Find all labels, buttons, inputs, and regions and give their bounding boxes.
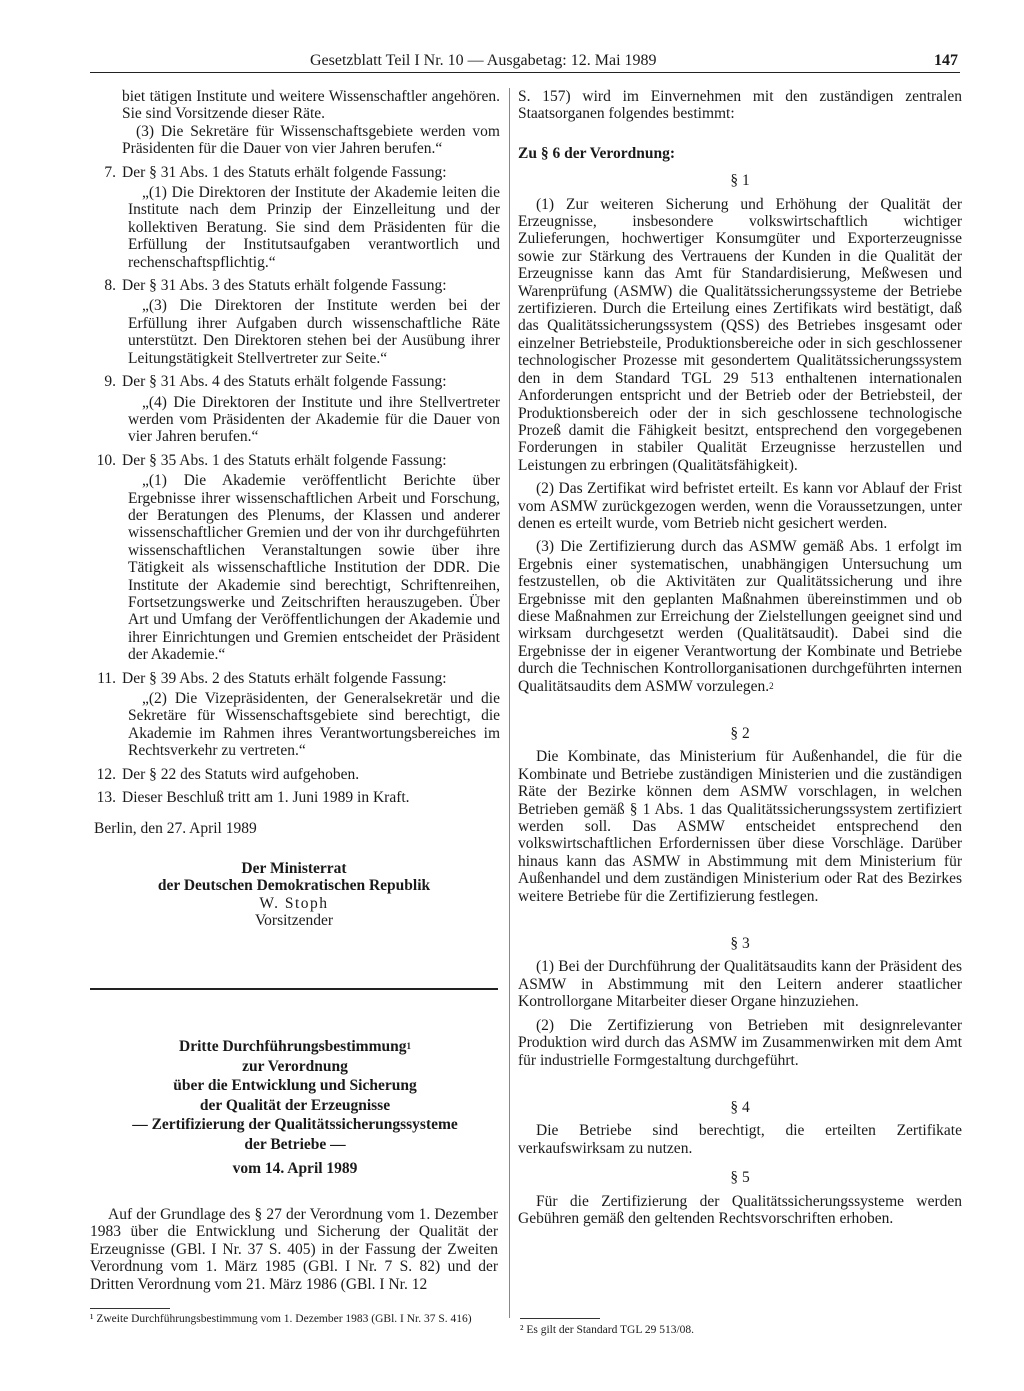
footnote-1: ¹ Zweite Durchführungsbestimmung vom 1. Dezember 1983 (GBl. I Nr. 37 S. 416)	[90, 1313, 472, 1325]
signature-org-line-1: Der Ministerrat	[241, 859, 347, 877]
item-intro: Der § 22 des Statuts wird aufgehoben.	[122, 765, 360, 783]
paragraph: (1) Bei der Durchführung der Qualitätsaudits kann der Präsident des ASMW in Abstimmung mit den Leitern anderer staatlicher Kontrollorgane Mitarbeiter dieser Organe hinzuziehen.	[518, 958, 962, 1011]
section-rule	[90, 988, 498, 990]
title-line: über die Entwicklung und Sicherung	[173, 1077, 417, 1095]
paragraph: Für die Zertifizierung der Qualitätssicherungssysteme werden Gebühren gemäß den geltenden Rechtsvorschriften erhoben.	[518, 1192, 962, 1227]
paragraph: (2) Die Zertifizierung von Betrieben mit designrelevanter Produktion wird durch das ASMW im Zusammenwirken mit dem Amt für industrielle Formgestaltung durchgeführt.	[518, 1016, 962, 1069]
signatory-name: W. Stoph	[259, 894, 329, 912]
list-item	[88, 766, 500, 783]
item-intro: Der § 31 Abs. 4 des Statuts erhält folgende Fassung:	[122, 373, 447, 391]
regulation-preamble: Auf der Grundlage des § 27 der Verordnung vom 1. Dezember 1983 über die Entwicklung und Sicherung der Qualität der Erzeugnisse (GBl. I Nr. 37 S. 405) in der Fassung der Zweiten Verordnung vom 1. März 1985 (GBl. I Nr. 7 S. 82) und der Dritten Verordnung vom 21. März 1986 (GBl. I Nr. 12	[90, 1206, 498, 1293]
title-footnote-mark: 1	[406, 1041, 411, 1051]
signature-block	[88, 860, 500, 930]
footnote-mark: 2	[769, 680, 774, 691]
place-date: Berlin, den 27. April 1989	[94, 820, 257, 838]
item-number: 10.	[96, 451, 116, 469]
footnote-rule	[520, 1318, 600, 1319]
item-number: 8.	[104, 277, 116, 295]
item-intro: Der § 39 Abs. 2 des Statuts erhält folgende Fassung:	[122, 669, 447, 687]
section-heading: § 3	[730, 935, 750, 953]
item-quote: „(2) Die Vizepräsidenten, der Generalsekretär und die Sekretäre für Wissenschaftsgebiete sind berechtigt, die Akademie im Rahmen ihres Verantwortungsbereiches im Rechtsverkehr zu vertreten.“	[128, 690, 500, 760]
list-item	[88, 452, 500, 664]
paragraph: (1) Zur weiteren Sicherung und Erhöhung der Qualität der Erzeugnisse, insbesondere volkswirtschaftlich wichtiger Zulieferungen, hochwertiger Konsumgüter und Exporterzeugnisse sowie zur Stärkung des Vertrauens der Kunden in die Qualität der Erzeugnisse kann das Amt für Standardisierung, Meßwesen und Warenprüfung (ASMW) die Qualitätssicherungssysteme der Betriebe zertifizieren. Durch die Erteilung eines Zertifikats wird bestätigt, daß das Qualitätssicherungssystem (QSS) des Betriebes insgesamt oder einzelner Betriebsteile, Produktionsbereiche oder in sich geschlossener technologischer Prozesse mit gesondertem Qualitätssicherungssystem den in dem Standard TGL 29 513 enthaltenen internationalen Anforderungen entspricht und der Betrieb oder der Betriebsteil, der Produktionsbereich oder der in sich geschlossene technologische Prozeß damit die Fähigkeit besitzt, entsprechend den vorgegebenen Forderungen in stabiler Qualität Erzeugnisse herzustellen und Leistungen zu erbringen (Qualitätsfähigkeit).	[518, 195, 962, 474]
section-heading: § 4	[730, 1098, 750, 1116]
section-heading: § 2	[730, 725, 750, 742]
title-line: Dritte Durchführungsbestimmung	[179, 1038, 407, 1055]
item-number: 7.	[104, 163, 116, 181]
left-column	[88, 88, 500, 929]
item-number: 12.	[96, 765, 116, 783]
list-item	[88, 373, 500, 446]
paragraph	[518, 538, 962, 695]
item-intro: Der § 31 Abs. 3 des Statuts erhält folgende Fassung:	[122, 277, 447, 295]
list-item	[88, 789, 500, 806]
title-date: vom 14. April 1989	[232, 1159, 358, 1177]
footnote-rule	[90, 1308, 170, 1309]
paragraph: Die Betriebe sind berechtigt, die erteilten Zertifikate verkaufswirksam zu nutzen.	[518, 1122, 962, 1157]
title-line: der Betriebe —	[244, 1135, 346, 1153]
section-heading: § 5	[730, 1169, 750, 1187]
header-title: Gesetzblatt Teil I Nr. 10 — Ausgabetag: 12. Mai 1989	[310, 52, 657, 69]
list-item	[88, 277, 500, 367]
item-quote: „(3) Die Direktoren der Institute werden bei der Erfüllung ihrer Aufgaben durch wissenschaftliche Räte unterstützt. Den Direktoren stehen bei der Ausübung ihrer Leitungstätigkeit Stellvertreter zur Seite.“	[128, 297, 500, 367]
item-intro: Dieser Beschluß tritt am 1. Juni 1989 in Kraft.	[122, 789, 410, 807]
footnote-2: ² Es gilt der Standard TGL 29 513/08.	[520, 1324, 695, 1336]
section-heading: § 1	[730, 172, 750, 190]
regulation-title	[90, 1037, 500, 1178]
signatory-role: Vorsitzender	[254, 912, 334, 930]
list-item	[88, 670, 500, 760]
item-intro: Der § 31 Abs. 1 des Statuts erhält folgende Fassung:	[122, 163, 447, 181]
page-number: 147	[934, 52, 958, 69]
item-number: 11.	[97, 669, 116, 687]
paragraph: (2) Das Zertifikat wird befristet erteilt. Es kann vor Ablauf der Frist vom ASMW zurückgezogen werden, wenn die Voraussetzungen, unter denen es erteilt wurde, vom Betrieb nicht gesichert werden.	[518, 480, 962, 532]
subheading-zu-6: Zu § 6 der Verordnung:	[518, 144, 676, 162]
item-quote: „(1) Die Direktoren der Institute der Akademie leiten die Institute nach dem Prinzip der Einzelleitung und der kollektiven Beratung. Sie sind dem Präsidenten für die Erfüllung der Institutsaufgaben verantwortlich und rechenschaftspflichtig.“	[128, 184, 500, 271]
item-quote: „(4) Die Direktoren der Institute und ihre Stellvertreter werden vom Präsidenten der Akademie für die Dauer von vier Jahren berufen.“	[128, 393, 500, 446]
title-line: der Qualität der Erzeugnisse	[199, 1096, 391, 1114]
right-column	[518, 88, 962, 1227]
paragraph: Die Kombinate, das Ministerium für Außenhandel, die für die Kombinate und Betriebe zuständigen Ministerien und die zuständigen Räte der Bezirke können dem ASMW vorschlagen, in welchen Betrieben gemäß § 1 Abs. 1 das Qualitätssicherungssystem zertifiziert werden soll. Das ASMW entscheidet entsprechend den volkswirtschaftlichen Erfordernissen über diese Vorschläge. Darüber hinaus kann das ASMW in Abstimmung mit dem Ministerium für Außenhandel und dem zuständigen Ministerium oder Rat des Bezirkes weitere Betriebe für die Zertifizierung festlegen.	[518, 748, 962, 905]
item-quote: „(1) Die Akademie veröffentlicht Berichte über Ergebnisse ihrer wissenschaftlichen Arbeit und Forschung, der Beratungen des Plenums, der Klassen und anderer wissenschaftlicher Gremien und der von ihr durchgeführten wissenschaftlichen Veranstaltungen sowie über ihre Tätigkeit als wissenschaftliche Institution der DDR. Die Institute der Akademie sind berechtigt, Schriftenreihen, Fortsetzungswerke und Zeitschriften herauszugeben. Über Art und Umfang der Veröffentlichungen der Akademie und ihrer Einrichtungen und Gremien entscheidet der Präsident der Akademie.“	[128, 472, 500, 664]
title-line: zur Verordnung	[242, 1057, 348, 1075]
carryover-paragraph-3: (3) Die Sekretäre für Wissenschaftsgebiete werden vom Präsidenten für die Dauer von vier Jahren berufen.“	[122, 122, 500, 158]
signature-org-line-2: der Deutschen Demokratischen Republik	[157, 877, 431, 895]
page-header	[90, 50, 960, 73]
title-line: — Zertifizierung der Qualitätssicherungssysteme	[132, 1116, 458, 1134]
item-number: 9.	[104, 373, 116, 391]
carryover-text: S. 157) wird im Einvernehmen mit den zuständigen zentralen Staatsorganen folgendes bestimmt:	[518, 88, 962, 123]
item-number: 13.	[96, 789, 116, 807]
paragraph-text: (3) Die Zertifizierung durch das ASMW gemäß Abs. 1 erfolgt im Ergebnis einer systematischen, unabhängigen Untersuchung um festzustellen, ob die Aktivitäten zur Qualitätssicherung und ihre Ergebnisse mit den geplanten Maßnahmen übereinstimmen und ob diese Maßnahmen zur Erreichung der Zielstellungen geeignet sind und wirksam durchgesetzt werden (Qualitätsaudit). Dabei sind die Ergebnisse der in eigener Verantwortung der Kombinate und Betriebe durch die Technischen Kontrollorganisationen durchgeführten internen Qualitätsaudits dem ASMW vorzulegen.	[518, 538, 962, 695]
carryover-text: biet tätigen Institute und weitere Wissenschaftler angehören. Sie sind Vorsitzende dieser Räte.	[122, 88, 500, 123]
column-divider	[509, 88, 510, 1318]
item-intro: Der § 35 Abs. 1 des Statuts erhält folgende Fassung:	[122, 451, 447, 469]
list-item	[88, 164, 500, 271]
